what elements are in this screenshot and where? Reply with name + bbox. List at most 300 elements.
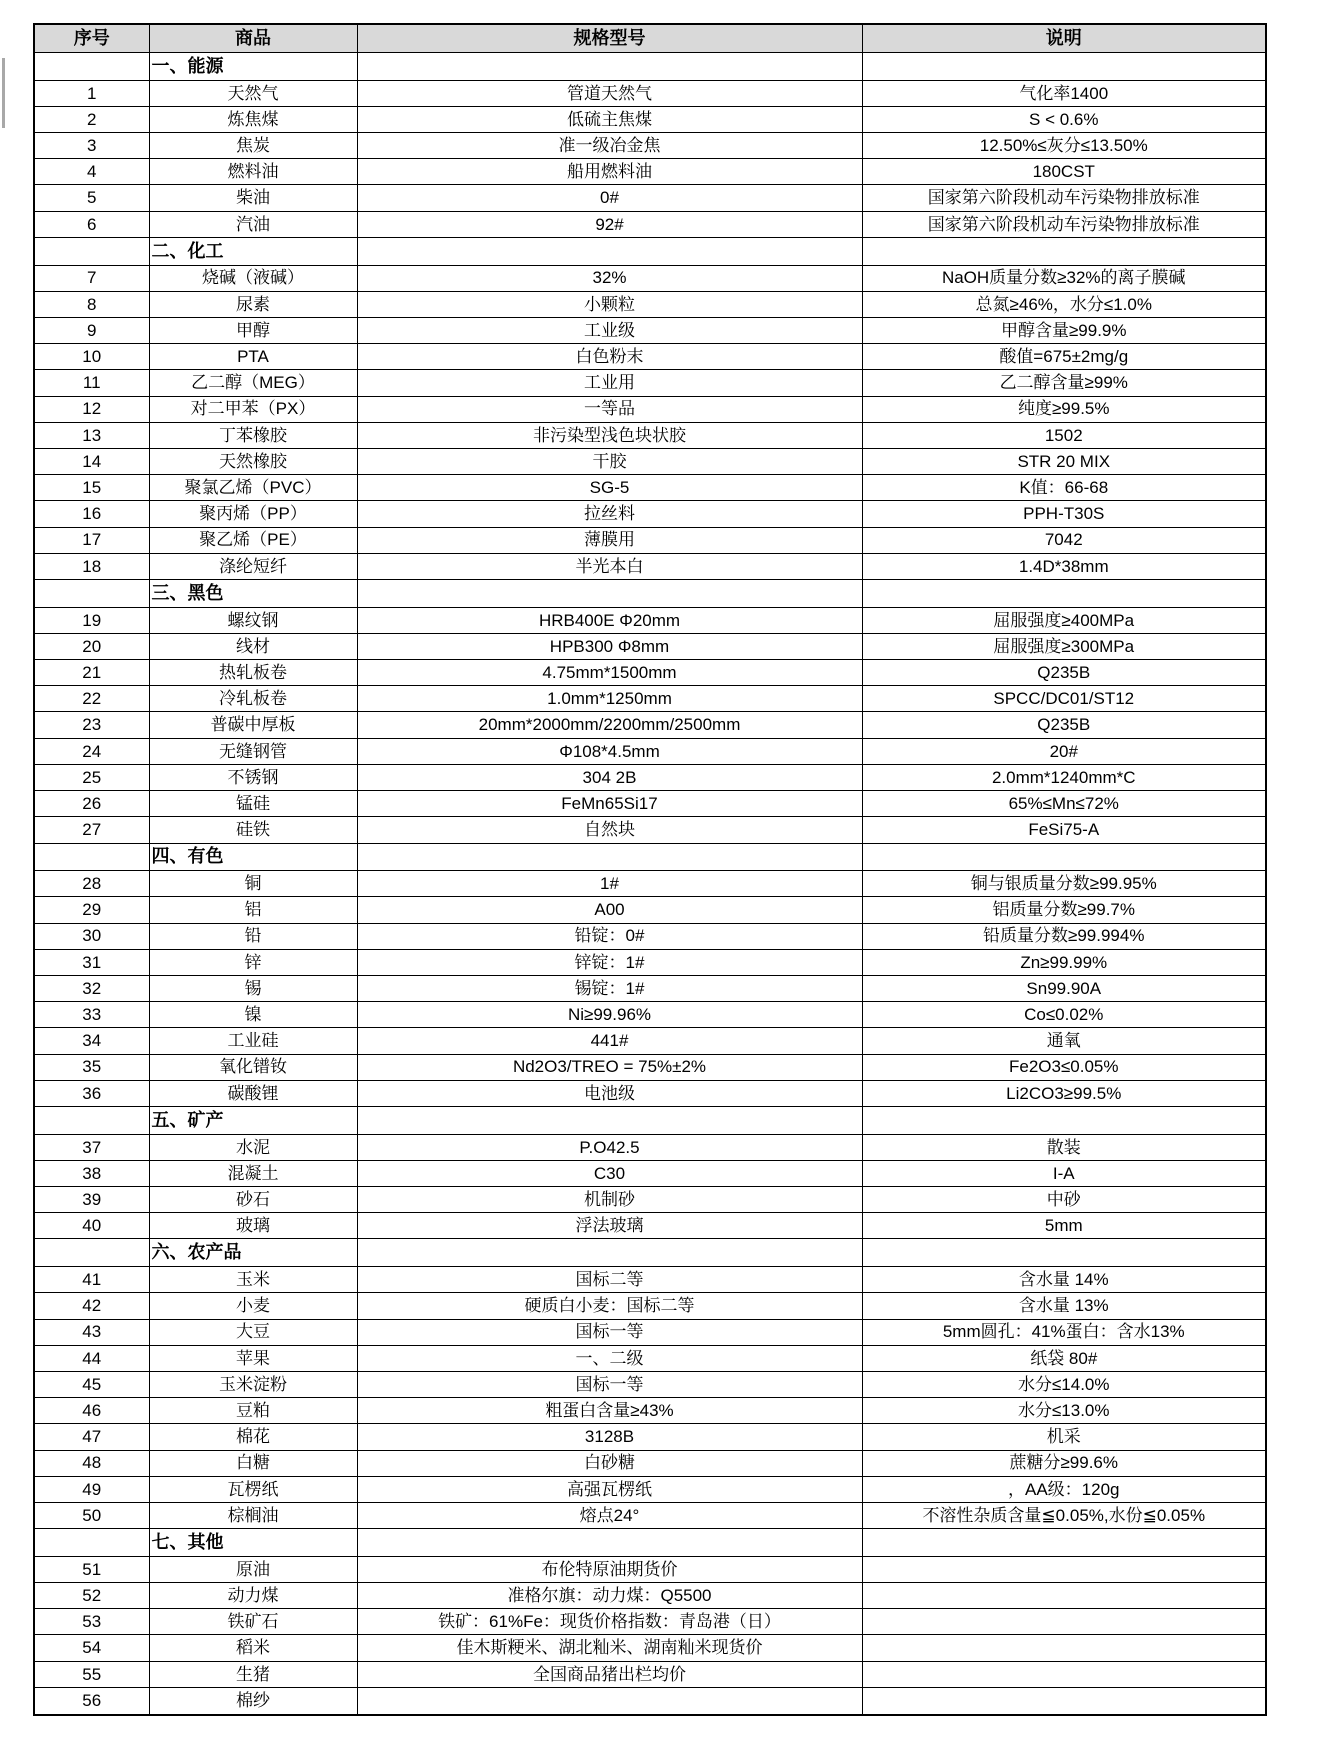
desc-value-cell bbox=[862, 1687, 1266, 1715]
desc-value-cell: 通氧 bbox=[862, 1028, 1266, 1054]
page-edge-artifact bbox=[2, 58, 5, 128]
spec-value-cell: 3128B bbox=[357, 1424, 862, 1450]
row-index-cell: 33 bbox=[34, 1002, 149, 1028]
row-index-cell: 52 bbox=[34, 1583, 149, 1609]
row-index-cell: 10 bbox=[34, 344, 149, 370]
spec-value-cell: 低硫主焦煤 bbox=[357, 106, 862, 132]
spec-value-cell: 锌锭：1# bbox=[357, 949, 862, 975]
commodity-name-cell: 玉米淀粉 bbox=[149, 1371, 357, 1397]
spec-value-cell: C30 bbox=[357, 1160, 862, 1186]
spec-value-cell: 非污染型浅色块状胶 bbox=[357, 422, 862, 448]
spec-value-cell: HPB300 Φ8mm bbox=[357, 633, 862, 659]
spec-value-cell: 硬质白小麦：国标二等 bbox=[357, 1293, 862, 1319]
desc-value-cell: SPCC/DC01/ST12 bbox=[862, 686, 1266, 712]
commodity-name-cell: 燃料油 bbox=[149, 159, 357, 185]
section-title: 一、能源 bbox=[149, 53, 357, 81]
table-row bbox=[34, 975, 1266, 1001]
row-index-cell: 4 bbox=[34, 159, 149, 185]
table-row bbox=[34, 1134, 1266, 1160]
commodity-name-cell: 豆粕 bbox=[149, 1398, 357, 1424]
spec-value-cell: 佳木斯粳米、湖北籼米、湖南籼米现货价 bbox=[357, 1635, 862, 1661]
spec-value-cell: 一等品 bbox=[357, 396, 862, 422]
table-row bbox=[34, 1609, 1266, 1635]
table-row bbox=[34, 791, 1266, 817]
empty-cell bbox=[862, 53, 1266, 81]
row-index-cell: 40 bbox=[34, 1213, 149, 1239]
desc-value-cell: 纸袋 80# bbox=[862, 1345, 1266, 1371]
desc-value-cell: 180CST bbox=[862, 159, 1266, 185]
spec-value-cell: 浮法玻璃 bbox=[357, 1213, 862, 1239]
desc-value-cell: 国家第六阶段机动车污染物排放标准 bbox=[862, 185, 1266, 211]
row-index-cell: 9 bbox=[34, 317, 149, 343]
empty-cell bbox=[357, 53, 862, 81]
desc-value-cell: 甲醇含量≥99.9% bbox=[862, 317, 1266, 343]
commodity-name-cell: 聚氯乙烯（PVC） bbox=[149, 475, 357, 501]
desc-value-cell: 气化率1400 bbox=[862, 80, 1266, 106]
commodity-name-cell: 砂石 bbox=[149, 1187, 357, 1213]
table-row bbox=[34, 1371, 1266, 1397]
table-row bbox=[34, 1424, 1266, 1450]
empty-cell bbox=[357, 1239, 862, 1267]
row-index-cell: 12 bbox=[34, 396, 149, 422]
commodity-name-cell: 甲醇 bbox=[149, 317, 357, 343]
spec-value-cell: 32% bbox=[357, 265, 862, 291]
row-index-cell: 14 bbox=[34, 448, 149, 474]
table-row bbox=[34, 633, 1266, 659]
commodity-name-cell: 涤纶短纤 bbox=[149, 553, 357, 579]
spec-value-cell: 92# bbox=[357, 211, 862, 237]
desc-value-cell: 铜与银质量分数≥99.95% bbox=[862, 871, 1266, 897]
spec-value-cell: 国标一等 bbox=[357, 1371, 862, 1397]
empty-cell bbox=[357, 237, 862, 265]
row-index-cell: 25 bbox=[34, 764, 149, 790]
row-index-cell: 31 bbox=[34, 949, 149, 975]
empty-cell bbox=[862, 1239, 1266, 1267]
spec-value-cell: 小颗粒 bbox=[357, 291, 862, 317]
desc-value-cell: 含水量 13% bbox=[862, 1293, 1266, 1319]
desc-value-cell: 屈服强度≥400MPa bbox=[862, 607, 1266, 633]
commodity-name-cell: 混凝土 bbox=[149, 1160, 357, 1186]
spec-value-cell: FeMn65Si17 bbox=[357, 791, 862, 817]
table-row bbox=[34, 660, 1266, 686]
commodity-name-cell: 线材 bbox=[149, 633, 357, 659]
commodity-name-cell: 铁矿石 bbox=[149, 1609, 357, 1635]
table-row bbox=[34, 712, 1266, 738]
spec-value-cell: 船用燃料油 bbox=[357, 159, 862, 185]
empty-cell bbox=[34, 580, 149, 608]
row-index-cell: 55 bbox=[34, 1661, 149, 1687]
desc-value-cell: 5mm bbox=[862, 1213, 1266, 1239]
desc-value-cell: Zn≥99.99% bbox=[862, 949, 1266, 975]
row-index-cell: 24 bbox=[34, 738, 149, 764]
commodity-name-cell: 小麦 bbox=[149, 1293, 357, 1319]
table-row bbox=[34, 185, 1266, 211]
spec-value-cell: 电池级 bbox=[357, 1080, 862, 1106]
desc-value-cell: Co≤0.02% bbox=[862, 1002, 1266, 1028]
table-row bbox=[34, 1450, 1266, 1476]
table-row bbox=[34, 1028, 1266, 1054]
table-row bbox=[34, 1054, 1266, 1080]
commodity-name-cell: 水泥 bbox=[149, 1134, 357, 1160]
table-row bbox=[34, 1160, 1266, 1186]
commodity-name-cell: 白糖 bbox=[149, 1450, 357, 1476]
row-index-cell: 50 bbox=[34, 1502, 149, 1528]
table-row bbox=[34, 448, 1266, 474]
desc-value-cell bbox=[862, 1661, 1266, 1687]
table-row bbox=[34, 370, 1266, 396]
commodity-name-cell: 冷轧板卷 bbox=[149, 686, 357, 712]
row-index-cell: 11 bbox=[34, 370, 149, 396]
commodity-name-cell: 对二甲苯（PX） bbox=[149, 396, 357, 422]
table-row bbox=[34, 553, 1266, 579]
desc-value-cell: Li2CO3≥99.5% bbox=[862, 1080, 1266, 1106]
spec-value-cell: 高强瓦楞纸 bbox=[357, 1476, 862, 1502]
desc-value-cell: 水分≤14.0% bbox=[862, 1371, 1266, 1397]
row-index-cell: 51 bbox=[34, 1556, 149, 1582]
table-row bbox=[34, 133, 1266, 159]
row-index-cell: 44 bbox=[34, 1345, 149, 1371]
desc-value-cell: 1502 bbox=[862, 422, 1266, 448]
commodity-name-cell: 镍 bbox=[149, 1002, 357, 1028]
table-row bbox=[34, 764, 1266, 790]
commodity-name-cell: 热轧板卷 bbox=[149, 660, 357, 686]
row-index-cell: 28 bbox=[34, 871, 149, 897]
commodity-name-cell: 棉纱 bbox=[149, 1687, 357, 1715]
spec-value-cell: 441# bbox=[357, 1028, 862, 1054]
desc-value-cell: S < 0.6% bbox=[862, 106, 1266, 132]
table-row bbox=[34, 738, 1266, 764]
row-index-cell: 26 bbox=[34, 791, 149, 817]
table-row bbox=[34, 1319, 1266, 1345]
desc-value-cell: Sn99.90A bbox=[862, 975, 1266, 1001]
section-title: 二、化工 bbox=[149, 237, 357, 265]
spec-value-cell: 工业用 bbox=[357, 370, 862, 396]
table-row bbox=[34, 80, 1266, 106]
desc-value-cell: 不溶性杂质含量≦0.05%,水份≦0.05% bbox=[862, 1502, 1266, 1528]
commodity-name-cell: 天然气 bbox=[149, 80, 357, 106]
spec-value-cell: 4.75mm*1500mm bbox=[357, 660, 862, 686]
commodity-name-cell: 炼焦煤 bbox=[149, 106, 357, 132]
spec-value-cell: SG-5 bbox=[357, 475, 862, 501]
desc-value-cell: 5mm圆孔：41%蛋白：含水13% bbox=[862, 1319, 1266, 1345]
commodity-name-cell: 乙二醇（MEG） bbox=[149, 370, 357, 396]
commodity-name-cell: 苹果 bbox=[149, 1345, 357, 1371]
empty-cell bbox=[34, 1107, 149, 1135]
commodity-name-cell: 生猪 bbox=[149, 1661, 357, 1687]
desc-value-cell: 中砂 bbox=[862, 1187, 1266, 1213]
desc-value-cell: 纯度≥99.5% bbox=[862, 396, 1266, 422]
spec-value-cell: 熔点24° bbox=[357, 1502, 862, 1528]
commodity-name-cell: 普碳中厚板 bbox=[149, 712, 357, 738]
row-index-cell: 34 bbox=[34, 1028, 149, 1054]
spec-value-cell: 准格尔旗：动力煤：Q5500 bbox=[357, 1583, 862, 1609]
commodity-name-cell: 铝 bbox=[149, 897, 357, 923]
commodity-name-cell: 碳酸锂 bbox=[149, 1080, 357, 1106]
commodity-name-cell: 焦炭 bbox=[149, 133, 357, 159]
spec-value-cell: 半光本白 bbox=[357, 553, 862, 579]
desc-value-cell: STR 20 MIX bbox=[862, 448, 1266, 474]
table-row bbox=[34, 817, 1266, 843]
table-row bbox=[34, 949, 1266, 975]
row-index-cell: 53 bbox=[34, 1609, 149, 1635]
row-index-cell: 38 bbox=[34, 1160, 149, 1186]
empty-cell bbox=[357, 1107, 862, 1135]
spec-value-cell bbox=[357, 1687, 862, 1715]
table-row bbox=[34, 1187, 1266, 1213]
table-row bbox=[34, 1002, 1266, 1028]
table-row bbox=[34, 396, 1266, 422]
desc-value-cell: ，AA级：120g bbox=[862, 1476, 1266, 1502]
row-index-cell: 54 bbox=[34, 1635, 149, 1661]
table-row bbox=[34, 159, 1266, 185]
commodity-name-cell: 原油 bbox=[149, 1556, 357, 1582]
commodity-name-cell: 不锈钢 bbox=[149, 764, 357, 790]
table-row bbox=[34, 1398, 1266, 1424]
commodity-name-cell: 柴油 bbox=[149, 185, 357, 211]
row-index-cell: 42 bbox=[34, 1293, 149, 1319]
desc-value-cell: 机采 bbox=[862, 1424, 1266, 1450]
table-row bbox=[34, 1267, 1266, 1293]
section-row bbox=[34, 237, 1266, 265]
row-index-cell: 8 bbox=[34, 291, 149, 317]
column-header-commodity: 商品 bbox=[149, 24, 357, 53]
row-index-cell: 2 bbox=[34, 106, 149, 132]
spec-value-cell: 自然块 bbox=[357, 817, 862, 843]
column-header-desc: 说明 bbox=[862, 24, 1266, 53]
table-row bbox=[34, 106, 1266, 132]
table-row bbox=[34, 1293, 1266, 1319]
desc-value-cell: I-A bbox=[862, 1160, 1266, 1186]
table-row bbox=[34, 1476, 1266, 1502]
spec-value-cell: HRB400E Φ20mm bbox=[357, 607, 862, 633]
row-index-cell: 35 bbox=[34, 1054, 149, 1080]
row-index-cell: 16 bbox=[34, 501, 149, 527]
row-index-cell: 56 bbox=[34, 1687, 149, 1715]
desc-value-cell: 酸值=675±2mg/g bbox=[862, 344, 1266, 370]
commodity-name-cell: 铅 bbox=[149, 923, 357, 949]
table-row bbox=[34, 211, 1266, 237]
commodity-name-cell: PTA bbox=[149, 344, 357, 370]
row-index-cell: 13 bbox=[34, 422, 149, 448]
table-row bbox=[34, 344, 1266, 370]
table-row bbox=[34, 686, 1266, 712]
table-row bbox=[34, 501, 1266, 527]
row-index-cell: 5 bbox=[34, 185, 149, 211]
section-row bbox=[34, 1239, 1266, 1267]
commodity-name-cell: 天然橡胶 bbox=[149, 448, 357, 474]
spec-value-cell: 布伦特原油期货价 bbox=[357, 1556, 862, 1582]
desc-value-cell: 20# bbox=[862, 738, 1266, 764]
table-row bbox=[34, 1556, 1266, 1582]
row-index-cell: 45 bbox=[34, 1371, 149, 1397]
empty-cell bbox=[357, 843, 862, 871]
section-title: 五、矿产 bbox=[149, 1107, 357, 1135]
table-row bbox=[34, 317, 1266, 343]
empty-cell bbox=[862, 1529, 1266, 1557]
spec-value-cell: 0# bbox=[357, 185, 862, 211]
desc-value-cell: 屈服强度≥300MPa bbox=[862, 633, 1266, 659]
row-index-cell: 21 bbox=[34, 660, 149, 686]
spec-value-cell: 全国商品猪出栏均价 bbox=[357, 1661, 862, 1687]
spec-value-cell: Ni≥99.96% bbox=[357, 1002, 862, 1028]
desc-value-cell bbox=[862, 1609, 1266, 1635]
spec-value-cell: 一、二级 bbox=[357, 1345, 862, 1371]
row-index-cell: 20 bbox=[34, 633, 149, 659]
desc-value-cell: 蔗糖分≥99.6% bbox=[862, 1450, 1266, 1476]
row-index-cell: 29 bbox=[34, 897, 149, 923]
commodity-name-cell: 汽油 bbox=[149, 211, 357, 237]
spec-value-cell: 国标一等 bbox=[357, 1319, 862, 1345]
commodity-name-cell: 瓦楞纸 bbox=[149, 1476, 357, 1502]
table-row bbox=[34, 1502, 1266, 1528]
desc-value-cell: 含水量 14% bbox=[862, 1267, 1266, 1293]
commodity-name-cell: 锰硅 bbox=[149, 791, 357, 817]
table-row bbox=[34, 1687, 1266, 1715]
empty-cell bbox=[34, 843, 149, 871]
commodity-name-cell: 棉花 bbox=[149, 1424, 357, 1450]
spec-value-cell: 准一级冶金焦 bbox=[357, 133, 862, 159]
section-title: 四、有色 bbox=[149, 843, 357, 871]
commodity-name-cell: 玻璃 bbox=[149, 1213, 357, 1239]
empty-cell bbox=[34, 1239, 149, 1267]
column-header-index: 序号 bbox=[34, 24, 149, 53]
section-title: 六、农产品 bbox=[149, 1239, 357, 1267]
spec-value-cell: 1.0mm*1250mm bbox=[357, 686, 862, 712]
desc-value-cell: 散装 bbox=[862, 1134, 1266, 1160]
desc-value-cell: NaOH质量分数≥32%的离子膜碱 bbox=[862, 265, 1266, 291]
row-index-cell: 36 bbox=[34, 1080, 149, 1106]
commodity-name-cell: 烧碱（液碱） bbox=[149, 265, 357, 291]
desc-value-cell: K值：66-68 bbox=[862, 475, 1266, 501]
desc-value-cell: Q235B bbox=[862, 712, 1266, 738]
spec-value-cell: 铅锭：0# bbox=[357, 923, 862, 949]
spec-value-cell: 锡锭：1# bbox=[357, 975, 862, 1001]
table-row bbox=[34, 1213, 1266, 1239]
row-index-cell: 15 bbox=[34, 475, 149, 501]
commodity-name-cell: 聚丙烯（PP） bbox=[149, 501, 357, 527]
table-row bbox=[34, 1583, 1266, 1609]
spec-value-cell: Nd2O3/TREO = 75%±2% bbox=[357, 1054, 862, 1080]
empty-cell bbox=[34, 237, 149, 265]
row-index-cell: 46 bbox=[34, 1398, 149, 1424]
desc-value-cell: FeSi75-A bbox=[862, 817, 1266, 843]
desc-value-cell: 国家第六阶段机动车污染物排放标准 bbox=[862, 211, 1266, 237]
spec-value-cell: A00 bbox=[357, 897, 862, 923]
spec-value-cell: 国标二等 bbox=[357, 1267, 862, 1293]
row-index-cell: 27 bbox=[34, 817, 149, 843]
desc-value-cell bbox=[862, 1556, 1266, 1582]
spec-value-cell: 机制砂 bbox=[357, 1187, 862, 1213]
row-index-cell: 7 bbox=[34, 265, 149, 291]
section-title: 三、黑色 bbox=[149, 580, 357, 608]
desc-value-cell: 65%≤Mn≤72% bbox=[862, 791, 1266, 817]
commodity-name-cell: 玉米 bbox=[149, 1267, 357, 1293]
spec-value-cell: P.O42.5 bbox=[357, 1134, 862, 1160]
desc-value-cell: 12.50%≤灰分≤13.50% bbox=[862, 133, 1266, 159]
row-index-cell: 18 bbox=[34, 553, 149, 579]
spec-value-cell: 拉丝料 bbox=[357, 501, 862, 527]
desc-value-cell: PPH-T30S bbox=[862, 501, 1266, 527]
commodity-name-cell: 无缝钢管 bbox=[149, 738, 357, 764]
section-row bbox=[34, 53, 1266, 81]
empty-cell bbox=[34, 1529, 149, 1557]
spec-value-cell: Φ108*4.5mm bbox=[357, 738, 862, 764]
desc-value-cell: 乙二醇含量≥99% bbox=[862, 370, 1266, 396]
commodity-name-cell: 锌 bbox=[149, 949, 357, 975]
desc-value-cell: Fe2O3≤0.05% bbox=[862, 1054, 1266, 1080]
desc-value-cell: 水分≤13.0% bbox=[862, 1398, 1266, 1424]
table-row bbox=[34, 422, 1266, 448]
spec-value-cell: 白色粉末 bbox=[357, 344, 862, 370]
desc-value-cell: 1.4D*38mm bbox=[862, 553, 1266, 579]
table-row bbox=[34, 1080, 1266, 1106]
commodity-name-cell: 工业硅 bbox=[149, 1028, 357, 1054]
row-index-cell: 19 bbox=[34, 607, 149, 633]
table-row bbox=[34, 897, 1266, 923]
table-row bbox=[34, 527, 1266, 553]
commodity-name-cell: 铜 bbox=[149, 871, 357, 897]
spec-value-cell: 1# bbox=[357, 871, 862, 897]
row-index-cell: 47 bbox=[34, 1424, 149, 1450]
empty-cell bbox=[862, 843, 1266, 871]
row-index-cell: 22 bbox=[34, 686, 149, 712]
desc-value-cell: Q235B bbox=[862, 660, 1266, 686]
commodity-name-cell: 聚乙烯（PE） bbox=[149, 527, 357, 553]
table-row bbox=[34, 1661, 1266, 1687]
commodity-name-cell: 硅铁 bbox=[149, 817, 357, 843]
table-row bbox=[34, 475, 1266, 501]
spec-value-cell: 304 2B bbox=[357, 764, 862, 790]
commodity-name-cell: 丁苯橡胶 bbox=[149, 422, 357, 448]
spec-value-cell: 管道天然气 bbox=[357, 80, 862, 106]
commodity-name-cell: 氧化镨钕 bbox=[149, 1054, 357, 1080]
row-index-cell: 3 bbox=[34, 133, 149, 159]
commodity-name-cell: 螺纹钢 bbox=[149, 607, 357, 633]
section-row bbox=[34, 580, 1266, 608]
table-row bbox=[34, 291, 1266, 317]
commodity-name-cell: 大豆 bbox=[149, 1319, 357, 1345]
section-row bbox=[34, 1107, 1266, 1135]
desc-value-cell: 2.0mm*1240mm*C bbox=[862, 764, 1266, 790]
spec-value-cell: 白砂糖 bbox=[357, 1450, 862, 1476]
table-row bbox=[34, 1635, 1266, 1661]
section-row bbox=[34, 843, 1266, 871]
header-row bbox=[34, 24, 1266, 53]
desc-value-cell: 铝质量分数≥99.7% bbox=[862, 897, 1266, 923]
commodity-table bbox=[33, 23, 1267, 1716]
row-index-cell: 6 bbox=[34, 211, 149, 237]
table-row bbox=[34, 1345, 1266, 1371]
commodity-name-cell: 棕榈油 bbox=[149, 1502, 357, 1528]
desc-value-cell: 铅质量分数≥99.994% bbox=[862, 923, 1266, 949]
row-index-cell: 1 bbox=[34, 80, 149, 106]
table-row bbox=[34, 923, 1266, 949]
table-row bbox=[34, 265, 1266, 291]
empty-cell bbox=[862, 580, 1266, 608]
row-index-cell: 49 bbox=[34, 1476, 149, 1502]
commodity-name-cell: 动力煤 bbox=[149, 1583, 357, 1609]
commodity-name-cell: 尿素 bbox=[149, 291, 357, 317]
column-header-spec: 规格型号 bbox=[357, 24, 862, 53]
row-index-cell: 39 bbox=[34, 1187, 149, 1213]
spec-value-cell: 工业级 bbox=[357, 317, 862, 343]
section-title: 七、其他 bbox=[149, 1529, 357, 1557]
section-row bbox=[34, 1529, 1266, 1557]
row-index-cell: 23 bbox=[34, 712, 149, 738]
desc-value-cell bbox=[862, 1635, 1266, 1661]
spec-value-cell: 粗蛋白含量≥43% bbox=[357, 1398, 862, 1424]
row-index-cell: 48 bbox=[34, 1450, 149, 1476]
